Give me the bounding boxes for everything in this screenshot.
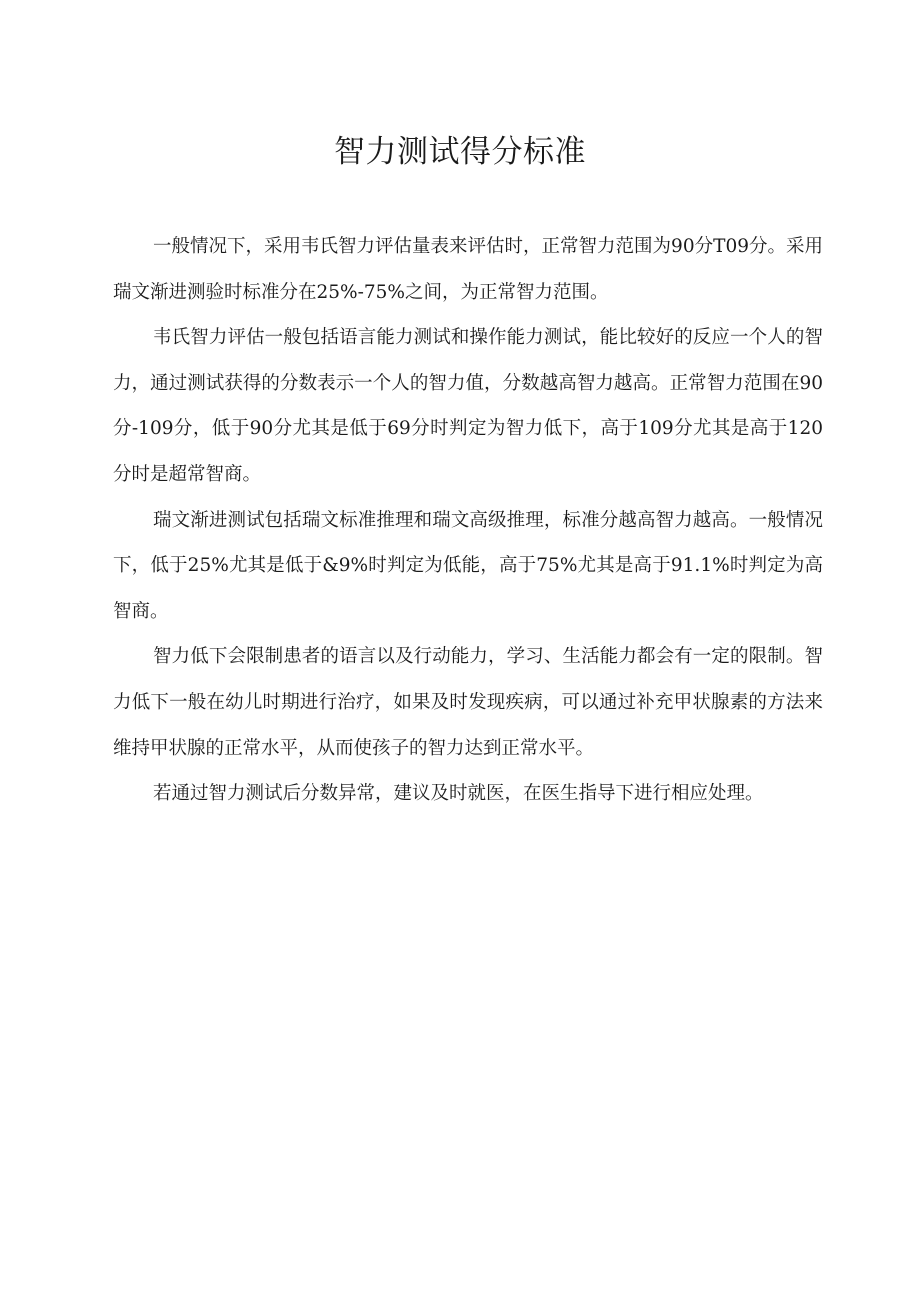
paragraph-wechsler-range: 一般情况下，采用韦氏智力评估量表来评估时，正常智力范围为90分T09分。采用瑞文渐进测验时标准分在25%-75%之间，为正常智力范围。: [113, 236, 823, 303]
paragraph-treatment: 智力低下会限制患者的语言以及行动能力，学习、生活能力都会有一定的限制。智力低下一般在幼儿时期进行治疗，如果及时发现疾病，可以通过补充甲状腺素的方法来维持甲状腺的正常水平，从而使孩子的智力达到正常水平。: [113, 646, 823, 759]
document-body: [113, 224, 823, 817]
paragraph-wechsler-assessment: 韦氏智力评估一般包括语言能力测试和操作能力测试，能比较好的反应一个人的智力，通过测试获得的分数表示一个人的智力值，分数越高智力越高。正常智力范围在90分-109分，低于90分尤其是低于69分时判定为智力低下，高于109分尤其是高于120分时是超常智商。: [113, 327, 823, 485]
paragraph-raven-test: 瑞文渐进测试包括瑞文标准推理和瑞文高级推理，标准分越高智力越高。一般情况下，低于25%尤其是低于&9%时判定为低能，高于75%尤其是高于91.1%时判定为高智商。: [113, 509, 823, 622]
document-title: 智力测试得分标准: [334, 134, 586, 170]
paragraph-advice: 若通过智力测试后分数异常，建议及时就医，在医生指导下进行相应处理。: [153, 783, 764, 805]
